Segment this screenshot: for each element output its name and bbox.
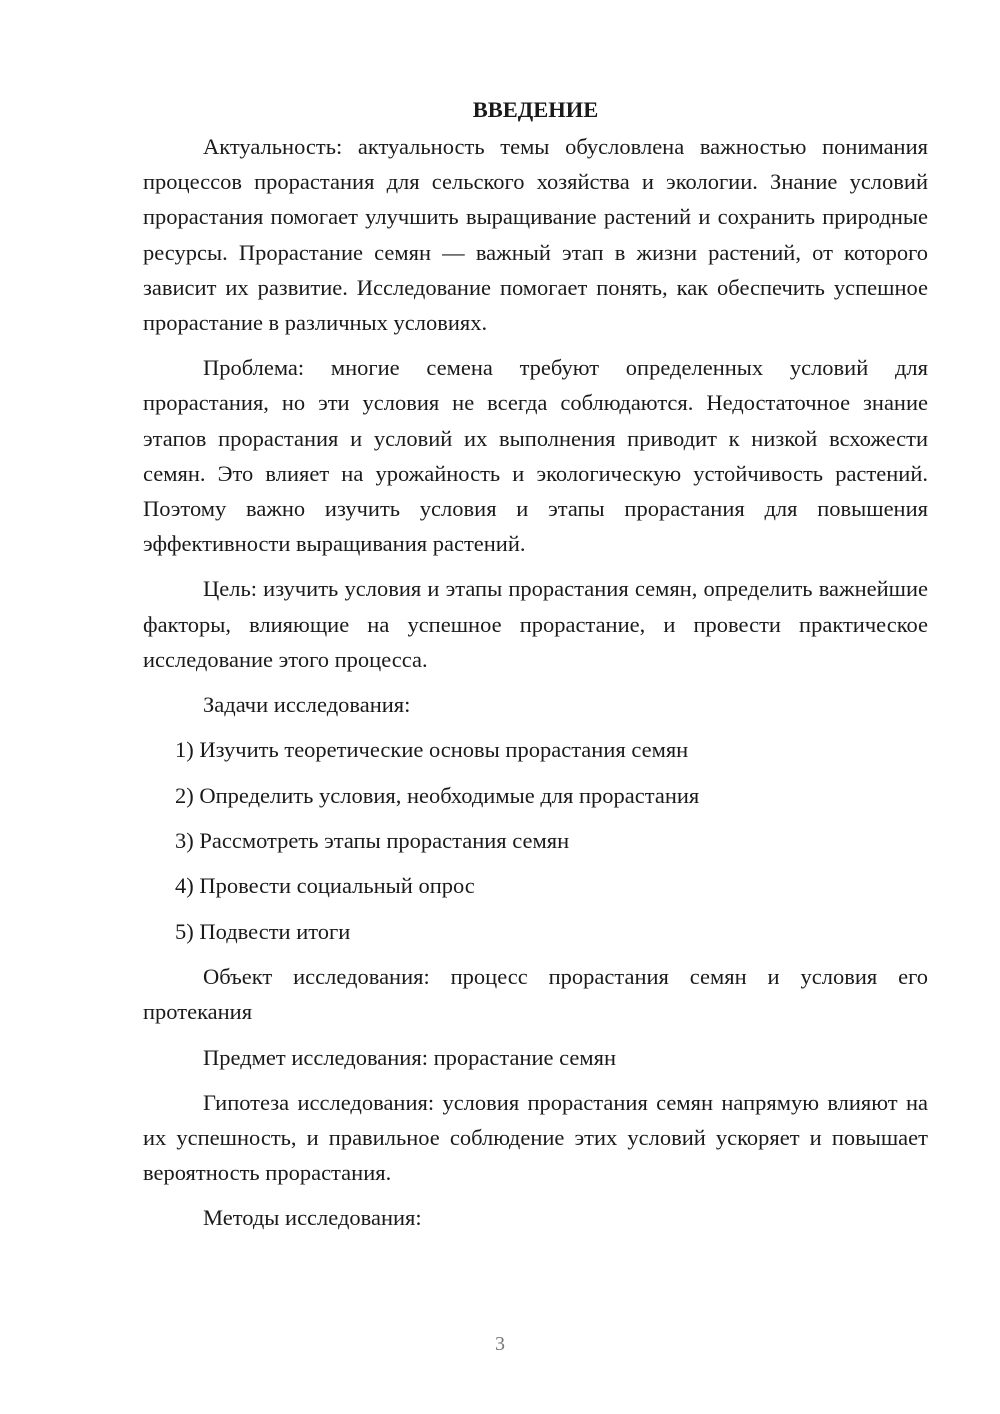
tasks-list [143, 732, 928, 949]
page-content [143, 93, 928, 1246]
section-title: ВВЕДЕНИЕ [472, 97, 599, 122]
list-item: 3) Рассмотреть этапы прорастания семян [175, 828, 570, 854]
paragraph-object: Объект исследования: процесс прорастания семян и условия его протекания [143, 964, 928, 1025]
paragraph-subject: Предмет исследования: прорастание семян [203, 1044, 616, 1070]
list-item: 1) Изучить теоретические основы прорастания семян [175, 737, 689, 763]
paragraph-problem: Проблема: многие семена требуют определенных условий для прорастания, но эти условия не всегда соблюдаются. Недостаточное знание этапов прорастания и условий их выполнения приводит к низкой всхожести семян. Это влияет на урожайность и экологическую устойчивость растений. Поэтому важно изучить условия и этапы прорастания для повышения эффективности выращивания растений. [143, 355, 928, 557]
list-item: 5) Подвести итоги [175, 918, 351, 944]
tasks-heading: Задачи исследования: [203, 692, 411, 718]
list-item: 2) Определить условия, необходимые для прорастания [175, 782, 700, 808]
paragraph-goal: Цель: изучить условия и этапы прорастания семян, определить важнейшие факторы, влияющие на успешное прорастание, и провести практическое исследование этого процесса. [143, 576, 928, 672]
paragraph-relevance: Актуальность: актуальность темы обусловлена важностью понимания процессов прорастания для сельского хозяйства и экологии. Знание условий прорастания помогает улучшить выращивание растений и сохранить природные ресурсы. Прорастание семян — важный этап в жизни растений, от которого зависит их развитие. Исследование помогает понять, как обеспечить успешное прорастание в различных условиях. [143, 134, 928, 336]
paragraph-hypothesis: Гипотеза исследования: условия прорастания семян напрямую влияют на их успешность, и правильное соблюдение этих условий ускоряет и повышает вероятность прорастания. [143, 1089, 928, 1186]
page-number: 3 [495, 1333, 505, 1355]
methods-heading: Методы исследования: [203, 1205, 422, 1231]
list-item: 4) Провести социальный опрос [175, 873, 475, 899]
